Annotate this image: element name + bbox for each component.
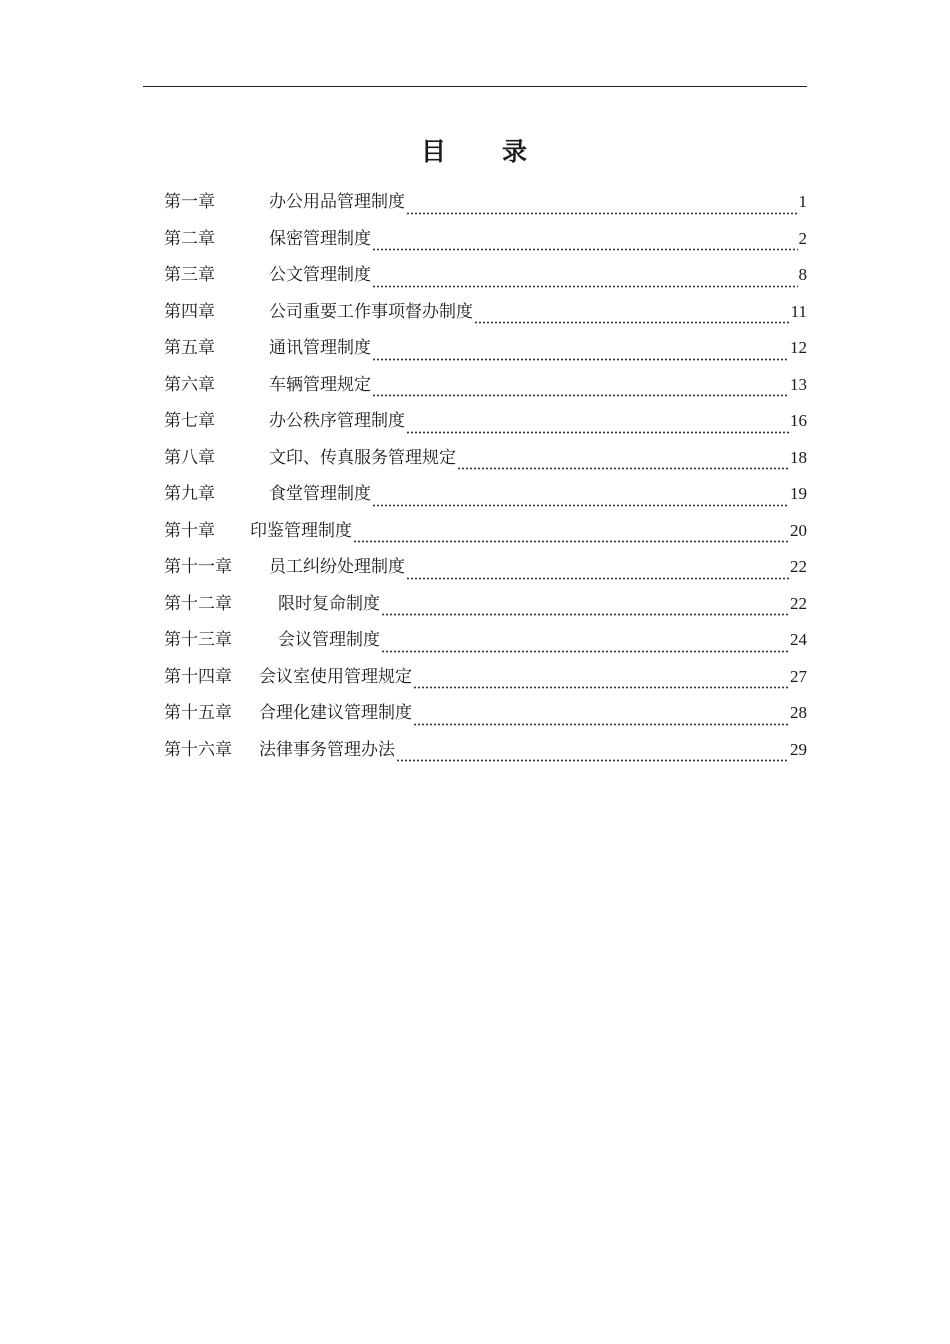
toc-chapter-number: 第五章 (164, 338, 215, 358)
toc-chapter-title: 合理化建议管理制度 (259, 703, 412, 723)
toc-page-number: 29 (790, 739, 807, 759)
toc-dot-leader (372, 381, 789, 397)
toc-chapter-number: 第十三章 (164, 630, 232, 650)
toc-chapter-number: 第三章 (164, 265, 215, 285)
toc-chapter-title: 车辆管理规定 (269, 374, 371, 395)
toc-chapter-title: 公司重要工作事项督办制度 (269, 301, 473, 322)
toc-chapter-title: 文印、传真服务管理规定 (269, 447, 456, 468)
toc-entry[interactable] (164, 588, 807, 625)
toc-chapter-title: 通讯管理制度 (269, 338, 371, 358)
toc-entry[interactable] (164, 697, 807, 734)
toc-chapter-number: 第四章 (164, 301, 215, 322)
toc-chapter-number: 第九章 (164, 484, 215, 504)
toc-page-number: 19 (790, 484, 807, 503)
toc-chapter-title: 会议管理制度 (278, 630, 380, 650)
toc-chapter-number: 第十二章 (164, 593, 232, 614)
toc-entry[interactable] (164, 551, 807, 588)
toc-dot-leader (474, 308, 790, 324)
table-of-contents (164, 186, 807, 770)
toc-dot-leader (372, 345, 789, 361)
toc-entry[interactable] (164, 186, 807, 223)
toc-chapter-title: 法律事务管理办法 (259, 739, 395, 760)
toc-dot-leader (396, 746, 789, 762)
toc-chapter-title: 保密管理制度 (269, 228, 371, 249)
toc-page-number: 2 (798, 228, 807, 248)
toc-page-number: 22 (790, 593, 807, 613)
toc-dot-leader (413, 710, 789, 726)
toc-dot-leader (372, 272, 798, 288)
toc-page-number: 8 (798, 265, 807, 284)
toc-chapter-number: 第十六章 (164, 739, 232, 760)
toc-page-number: 13 (790, 374, 807, 394)
toc-dot-leader (372, 491, 789, 507)
toc-dot-leader (406, 199, 798, 215)
toc-page-number: 27 (790, 666, 807, 686)
toc-chapter-title: 会议室使用管理规定 (259, 666, 412, 687)
toc-chapter-number: 第十章 (164, 520, 215, 541)
toc-entry[interactable] (164, 223, 807, 260)
toc-entry[interactable] (164, 442, 807, 479)
toc-entry[interactable] (164, 515, 807, 552)
toc-entry[interactable] (164, 478, 807, 515)
toc-dot-leader (381, 600, 789, 616)
toc-chapter-title: 食堂管理制度 (269, 484, 371, 504)
toc-chapter-number: 第七章 (164, 411, 215, 431)
toc-dot-leader (457, 454, 789, 470)
toc-chapter-title: 限时复命制度 (278, 593, 380, 614)
toc-dot-leader (381, 637, 789, 653)
toc-chapter-title: 印鉴管理制度 (250, 520, 352, 541)
toc-chapter-number: 第十四章 (164, 666, 232, 687)
toc-chapter-number: 第六章 (164, 374, 215, 395)
toc-entry[interactable] (164, 259, 807, 296)
toc-chapter-number: 第八章 (164, 447, 215, 468)
toc-chapter-number: 第十一章 (164, 557, 232, 577)
toc-page-number: 12 (790, 338, 807, 357)
toc-page-number: 18 (790, 447, 807, 467)
toc-chapter-number: 第一章 (164, 192, 215, 212)
toc-page-number: 1 (798, 192, 807, 211)
toc-page-number: 22 (790, 557, 807, 576)
toc-entry[interactable] (164, 332, 807, 369)
toc-chapter-title: 办公用品管理制度 (269, 192, 405, 212)
page-title: 目 录 (420, 137, 529, 166)
toc-entry[interactable] (164, 661, 807, 698)
toc-dot-leader (353, 527, 789, 543)
toc-chapter-title: 公文管理制度 (269, 265, 371, 285)
toc-entry[interactable] (164, 405, 807, 442)
toc-entry[interactable] (164, 369, 807, 406)
toc-dot-leader (413, 673, 789, 689)
toc-page-number: 24 (790, 630, 807, 649)
toc-entry[interactable] (164, 624, 807, 661)
toc-dot-leader (372, 235, 798, 251)
toc-page-number: 20 (790, 520, 807, 540)
toc-chapter-number: 第二章 (164, 228, 215, 249)
toc-entry[interactable] (164, 296, 807, 333)
toc-chapter-title: 办公秩序管理制度 (269, 411, 405, 431)
header-rule (143, 86, 807, 87)
toc-entry[interactable] (164, 734, 807, 771)
toc-chapter-number: 第十五章 (164, 703, 232, 723)
toc-page-number: 11 (790, 301, 807, 321)
toc-chapter-title: 员工纠纷处理制度 (269, 557, 405, 577)
toc-page-number: 16 (790, 411, 807, 430)
toc-page-number: 28 (790, 703, 807, 722)
toc-dot-leader (406, 418, 789, 434)
toc-dot-leader (406, 564, 789, 580)
